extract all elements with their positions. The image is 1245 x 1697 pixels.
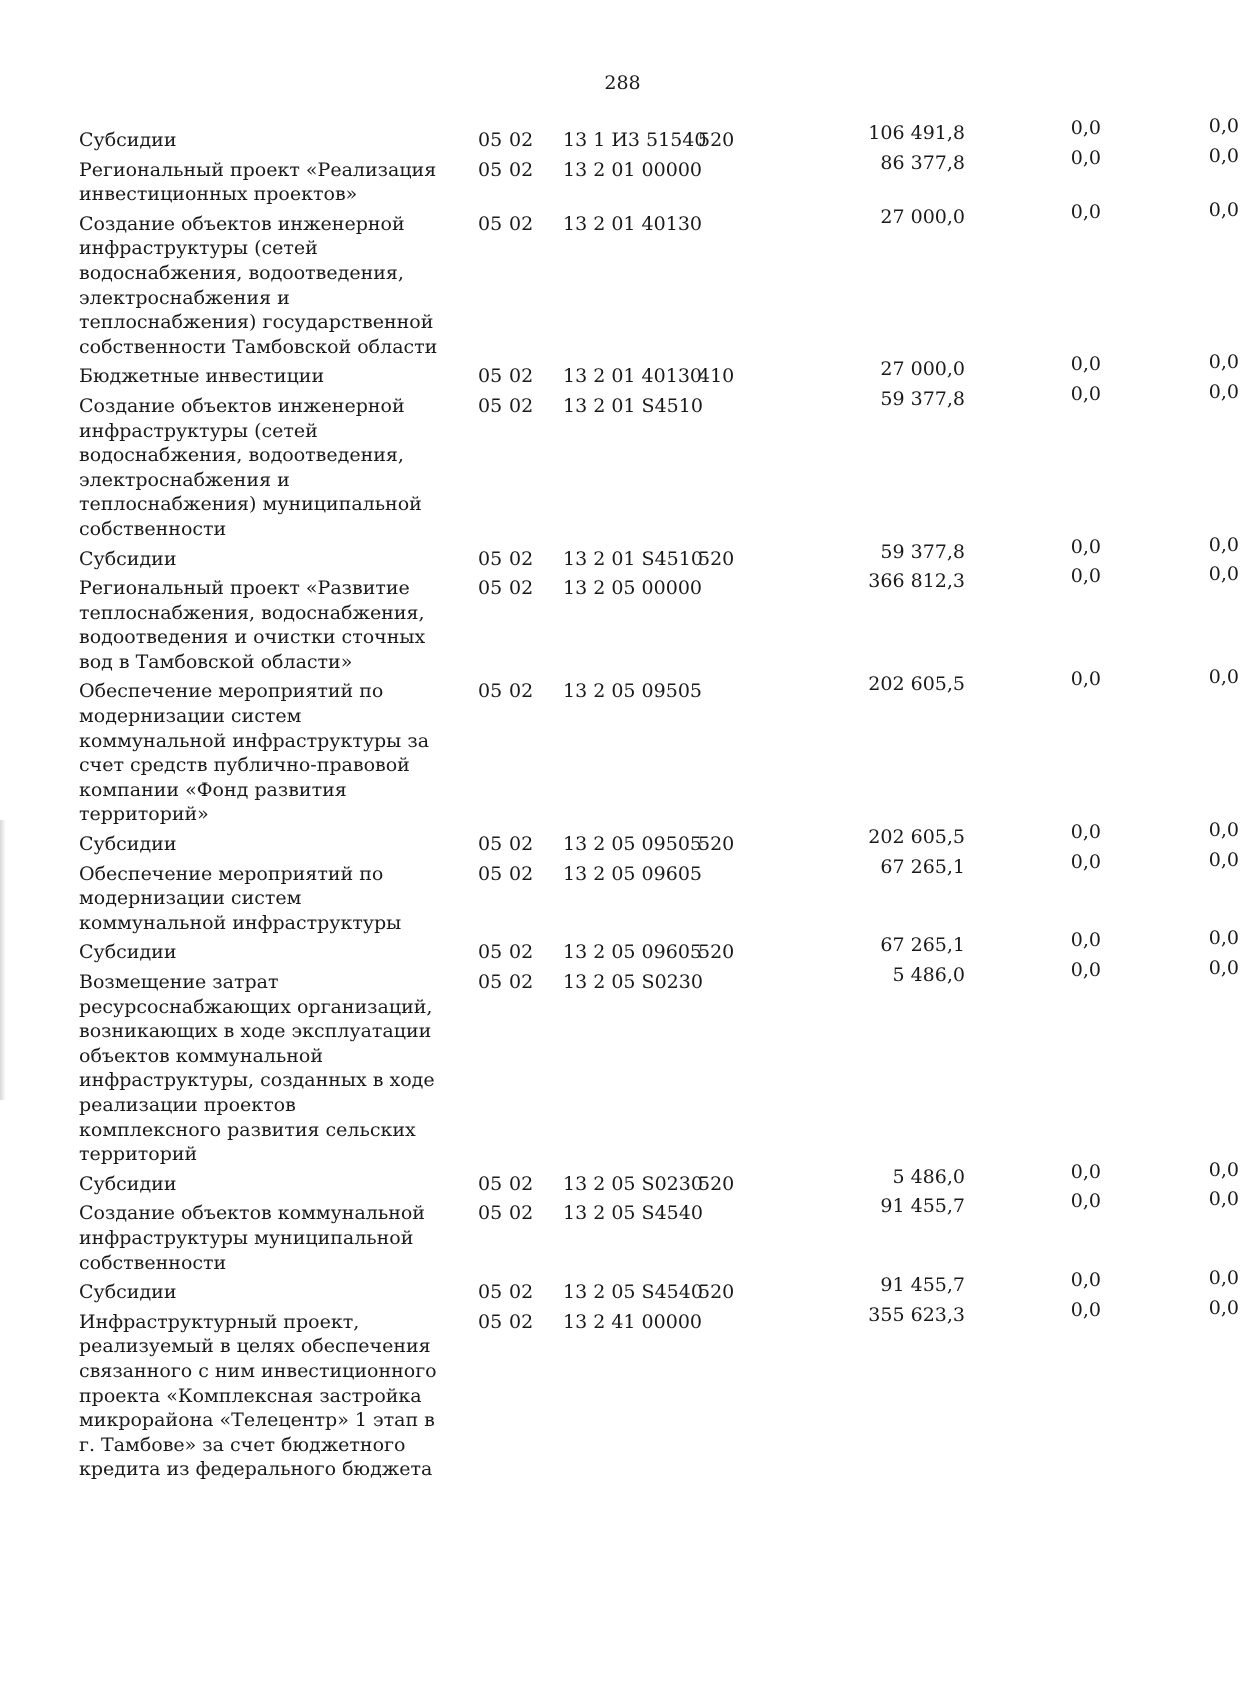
amount-year-3: 0,0 bbox=[1208, 144, 1239, 167]
subsection-code: 02 bbox=[509, 365, 534, 388]
subsection-code: 02 bbox=[509, 1172, 534, 1195]
amount-current-year: 91 455,7 bbox=[880, 1274, 965, 1297]
subsection-code: 02 bbox=[509, 394, 534, 417]
section-code: 05 bbox=[478, 212, 503, 235]
amount-year-2: 0,0 bbox=[1070, 821, 1101, 844]
amount-year-3: 0,0 bbox=[1208, 380, 1239, 403]
target-article-code: 13 2 01 S4510 bbox=[563, 394, 703, 417]
amount-year-3: 0,0 bbox=[1208, 1296, 1239, 1319]
amount-current-year: 86 377,8 bbox=[880, 151, 965, 174]
target-article-code: 13 2 41 00000 bbox=[563, 1310, 703, 1333]
amount-current-year: 355 623,3 bbox=[868, 1303, 965, 1326]
expense-type-code: 410 bbox=[698, 365, 735, 388]
amount-current-year: 91 455,7 bbox=[880, 1195, 965, 1218]
row-name: Обеспечение мероприятий по модернизации систем коммунальной инфраструктуры за счет средств публично-правовой компании «Фонд развития территорий» bbox=[79, 680, 430, 826]
target-article-code: 13 2 01 S4510 bbox=[563, 547, 703, 570]
target-article-code: 13 1 И3 51540 bbox=[563, 129, 707, 151]
target-article-code: 13 2 05 09505 bbox=[563, 833, 703, 856]
row-name: Субсидии bbox=[79, 129, 177, 151]
subsection-code: 02 bbox=[509, 1202, 534, 1225]
amount-year-3: 0,0 bbox=[1208, 957, 1239, 979]
target-article-code: 13 2 05 00000 bbox=[563, 577, 703, 600]
amount-year-3: 0,0 bbox=[1208, 115, 1239, 137]
target-article-code: 13 2 05 S4540 bbox=[563, 1202, 703, 1225]
section-code: 05 bbox=[478, 547, 503, 570]
table-row bbox=[79, 666, 1239, 827]
amount-current-year: 27 000,0 bbox=[880, 205, 965, 228]
row-name: Обеспечение мероприятий по модернизации систем коммунальной инфраструктуры bbox=[79, 862, 402, 934]
amount-year-2: 0,0 bbox=[1070, 929, 1101, 952]
table-row bbox=[79, 563, 1239, 674]
row-name: Субсидии bbox=[79, 1172, 177, 1195]
target-article-code: 13 2 01 40130 bbox=[563, 365, 703, 388]
amount-year-2: 0,0 bbox=[1070, 535, 1101, 558]
amount-year-2: 0,0 bbox=[1070, 353, 1101, 376]
expense-type-code: 520 bbox=[698, 941, 735, 964]
row-name: Создание объектов инженерной инфраструктуры (сетей водоснабжения, водоотведения, электроснабжения и теплоснабжения) государственной собственности Тамбовской области bbox=[79, 212, 438, 358]
amount-current-year: 202 605,5 bbox=[868, 826, 965, 849]
subsection-code: 02 bbox=[509, 158, 534, 181]
section-code: 05 bbox=[478, 394, 503, 417]
section-code: 05 bbox=[478, 577, 503, 600]
section-code: 05 bbox=[478, 1202, 503, 1225]
amount-year-2: 0,0 bbox=[1070, 668, 1101, 691]
amount-year-2: 0,0 bbox=[1070, 200, 1101, 223]
subsection-code: 02 bbox=[509, 862, 534, 885]
target-article-code: 13 2 05 09505 bbox=[563, 680, 703, 703]
row-name: Субсидии bbox=[79, 1281, 177, 1304]
section-code: 05 bbox=[478, 971, 503, 993]
amount-year-2: 0,0 bbox=[1070, 959, 1101, 981]
table-row bbox=[79, 1296, 1239, 1482]
amount-year-3: 0,0 bbox=[1208, 819, 1239, 842]
amount-current-year: 59 377,8 bbox=[880, 387, 965, 410]
section-code: 05 bbox=[478, 129, 503, 151]
amount-current-year: 202 605,5 bbox=[868, 673, 965, 696]
expense-type-code: 520 bbox=[698, 833, 735, 856]
row-name: Инфраструктурный проект, реализуемый в целях обеспечения связанного с ним инвестиционного проекта «Комплексная застройка микрорайона «Телецентр» 1 этап в г. Тамбове» за счет бюджетного кредита из федерального бюджета bbox=[79, 1310, 437, 1481]
amount-year-3: 0,0 bbox=[1208, 848, 1239, 871]
section-code: 05 bbox=[478, 365, 503, 388]
row-name: Региональный проект «Реализация инвестиционных проектов» bbox=[79, 158, 437, 206]
target-article-code: 13 2 05 S4540 bbox=[563, 1281, 703, 1304]
row-name: Субсидии bbox=[79, 833, 177, 856]
target-article-code: 13 2 05 S0230 bbox=[563, 971, 703, 993]
row-name: Субсидии bbox=[79, 547, 177, 570]
amount-current-year: 106 491,8 bbox=[868, 122, 965, 144]
target-article-code: 13 2 01 40130 bbox=[563, 212, 703, 235]
subsection-code: 02 bbox=[509, 212, 534, 235]
expense-type-code: 520 bbox=[698, 547, 735, 570]
subsection-code: 02 bbox=[509, 129, 534, 151]
row-name: Субсидии bbox=[79, 941, 177, 964]
scan-shadow bbox=[0, 820, 6, 1100]
table-row bbox=[79, 198, 1239, 360]
row-name: Создание объектов инженерной инфраструктуры (сетей водоснабжения, водоотведения, электроснабжения и теплоснабжения) муниципальной собственности bbox=[79, 394, 422, 540]
amount-year-3: 0,0 bbox=[1208, 351, 1239, 374]
amount-current-year: 67 265,1 bbox=[880, 855, 965, 878]
section-code: 05 bbox=[478, 680, 503, 703]
amount-year-3: 0,0 bbox=[1208, 563, 1239, 586]
amount-current-year: 59 377,8 bbox=[880, 540, 965, 563]
row-name: Бюджетные инвестиции bbox=[79, 365, 325, 388]
amount-year-2: 0,0 bbox=[1070, 850, 1101, 873]
target-article-code: 13 2 05 09605 bbox=[563, 941, 703, 964]
section-code: 05 bbox=[478, 941, 503, 964]
amount-year-2: 0,0 bbox=[1070, 1298, 1101, 1321]
section-code: 05 bbox=[478, 833, 503, 856]
subsection-code: 02 bbox=[509, 1310, 534, 1333]
expense-type-code: 520 bbox=[698, 129, 735, 151]
table-row bbox=[79, 848, 1239, 936]
table-row bbox=[79, 380, 1239, 542]
amount-year-2: 0,0 bbox=[1070, 565, 1101, 588]
amount-current-year: 5 486,0 bbox=[892, 964, 965, 986]
amount-year-3: 0,0 bbox=[1208, 198, 1239, 221]
expense-type-code: 520 bbox=[698, 1172, 735, 1195]
expense-type-code: 520 bbox=[698, 1281, 735, 1304]
page-number: 288 bbox=[604, 72, 641, 94]
target-article-code: 13 2 05 S0230 bbox=[563, 1172, 703, 1195]
section-code: 05 bbox=[478, 862, 503, 885]
amount-year-3: 0,0 bbox=[1208, 1267, 1239, 1290]
amount-year-2: 0,0 bbox=[1070, 146, 1101, 169]
row-name: Возмещение затрат ресурсоснабжающих организаций, возникающих в ходе эксплуатации объектов коммунальной инфраструктуры, созданных в ходе реализации проектов комплексного развития сельских территорий bbox=[79, 971, 435, 1166]
amount-current-year: 67 265,1 bbox=[880, 934, 965, 957]
row-name: Региональный проект «Развитие теплоснабжения, водоснабжения, водоотведения и очистки сточных вод в Тамбовской области» bbox=[79, 577, 426, 673]
target-article-code: 13 2 05 09605 bbox=[563, 862, 703, 885]
amount-year-2: 0,0 bbox=[1070, 1190, 1101, 1213]
amount-year-3: 0,0 bbox=[1208, 533, 1239, 556]
subsection-code: 02 bbox=[509, 577, 534, 600]
target-article-code: 13 2 01 00000 bbox=[563, 158, 703, 181]
section-code: 05 bbox=[478, 1281, 503, 1304]
amount-current-year: 366 812,3 bbox=[868, 570, 965, 593]
amount-year-2: 0,0 bbox=[1070, 117, 1101, 139]
amount-year-3: 0,0 bbox=[1208, 666, 1239, 689]
amount-current-year: 5 486,0 bbox=[892, 1165, 965, 1188]
amount-year-2: 0,0 bbox=[1070, 1269, 1101, 1292]
amount-current-year: 27 000,0 bbox=[880, 358, 965, 381]
subsection-code: 02 bbox=[509, 1281, 534, 1304]
section-code: 05 bbox=[478, 1172, 503, 1195]
table-row bbox=[79, 1188, 1239, 1275]
amount-year-3: 0,0 bbox=[1208, 1158, 1239, 1181]
subsection-code: 02 bbox=[509, 547, 534, 570]
amount-year-2: 0,0 bbox=[1070, 1160, 1101, 1183]
budget-table bbox=[79, 115, 1239, 1487]
section-code: 05 bbox=[478, 158, 503, 181]
row-name: Создание объектов коммунальной инфраструктуры муниципальной собственности bbox=[79, 1202, 425, 1274]
amount-year-2: 0,0 bbox=[1070, 382, 1101, 405]
amount-year-3: 0,0 bbox=[1208, 927, 1239, 950]
table-row bbox=[79, 957, 1239, 1167]
subsection-code: 02 bbox=[509, 971, 534, 993]
subsection-code: 02 bbox=[509, 833, 534, 856]
amount-year-3: 0,0 bbox=[1208, 1188, 1239, 1211]
subsection-code: 02 bbox=[509, 680, 534, 703]
subsection-code: 02 bbox=[509, 941, 534, 964]
section-code: 05 bbox=[478, 1310, 503, 1333]
